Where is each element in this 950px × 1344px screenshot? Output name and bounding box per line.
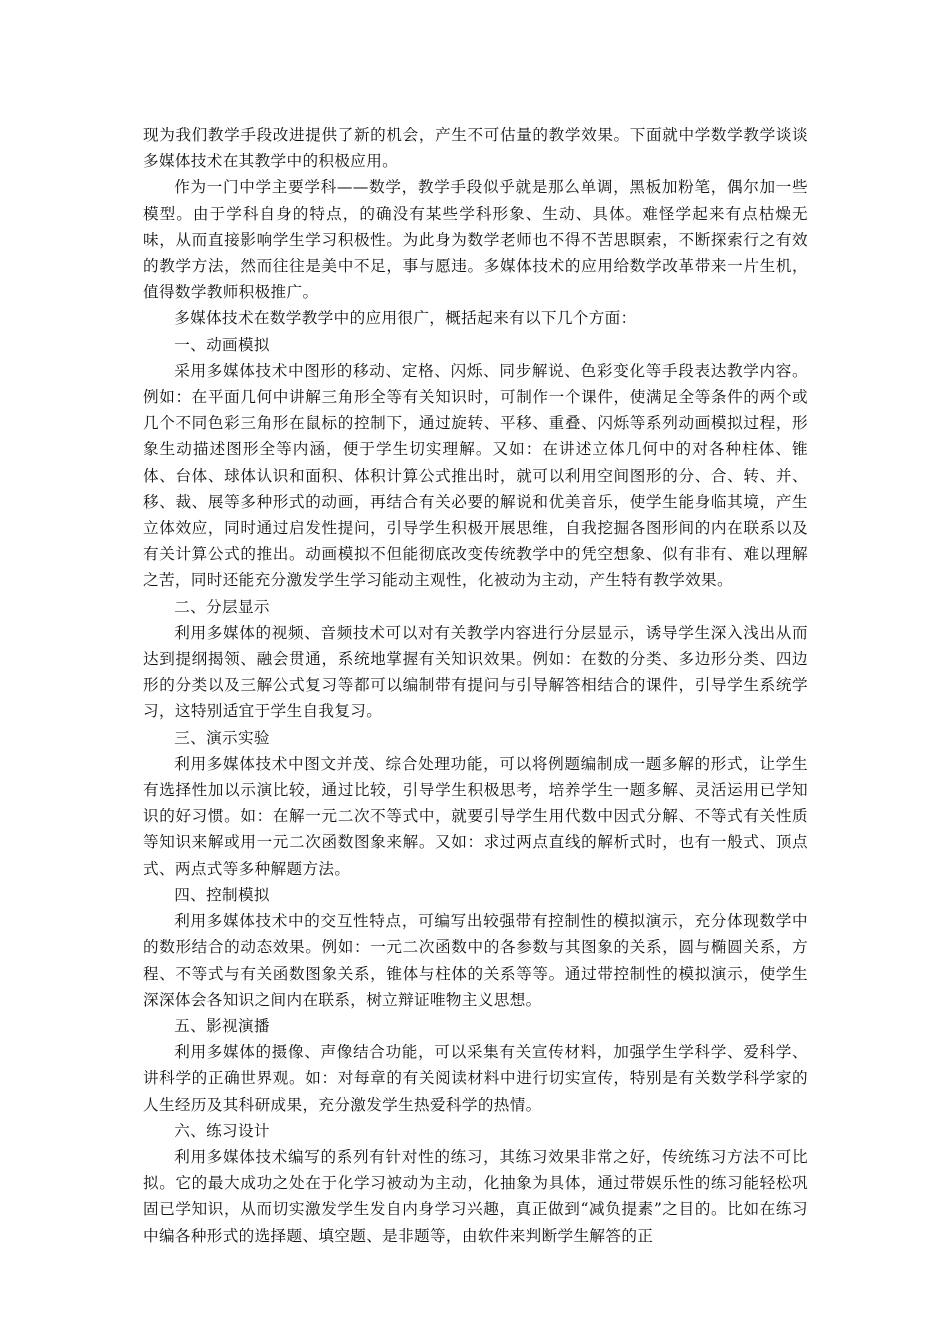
paragraph-animation: 采用多媒体技术中图形的移动、定格、闪烁、同步解说、色彩变化等手段表达教学内容。例如：在平面几何中讲解三角形全等有关知识时，可制作一个课件，使满足全等条件的两个或几个不同色彩三角形在鼠标的控制下，通过旋转、平移、重叠、闪烁等系列动画模拟过程，形象生动描述图形全等内涵，便于学生切实理解。又如：在讲述立体几何中的对各种柱体、锥体、台体、球体认识和面积、体积计算公式推出时，就可以利用空间图形的分、合、转、并、移、裁、展等多种形式的动画，再结合有关必要的解说和优美音乐，使学生能身临其境，产生立体效应，同时通过启发性提问，引导学生积极开展思维，自我挖掘各图形间的内在联系以及有关计算公式的推出。动画模拟不但能彻底改变传统教学中的凭空想象、似有非有、难以理解之苦，同时还能充分激发学生学习能动主观性，化被动为主动，产生特有教学效果。 <box>143 361 808 590</box>
paragraph-layered-display: 利用多媒体的视频、音频技术可以对有关教学内容进行分层显示，诱导学生深入浅出从而达到提纲揭领、融会贯通，系统地掌握有关知识效果。例如：在数的分类、多边形分类、四边形的分类以及三解公式复习等都可以编制带有提问与引导解答相结合的课件，引导学生系统学习，这特别适宜于学生自我复习。 <box>143 623 808 721</box>
section-heading-animation: 一、动画模拟 <box>174 335 270 354</box>
paragraph-demonstration: 利用多媒体技术中图文并茂、综合处理功能，可以将例题编制成一题多解的形式，让学生有选择性加以示演比较，通过比较，引导学生积极思考，培养学生一题多解、灵活运用已学知识的好习惯。如：在解一元二次不等式中，就要引导学生用代数中因式分解、不等式有关性质等知识来解或用一元二次函数图象来解。又如：求过两点直线的解析式时，也有一般式、顶点式、两点式等多种解题方法。 <box>143 754 808 878</box>
paragraph-overview: 多媒体技术在数学教学中的应用很广，概括起来有以下几个方面： <box>174 309 637 328</box>
paragraph-control-simulation: 利用多媒体技术中的交互性特点，可编写出较强带有控制性的模拟演示，充分体现数学中的数形结合的动态效果。例如：一元二次函数中的各参数与其图象的关系，圆与椭圆关系，方程、不等式与有关函数图象关系，锥体与柱体的关系等等。通过带控制性的模拟演示，使学生深深体会各知识之间内在联系，树立辩证唯物主义思想。 <box>143 912 808 1009</box>
section-heading-video-broadcast: 五、影视演播 <box>174 1016 270 1035</box>
document-body <box>143 122 808 1249</box>
paragraph-video-broadcast: 利用多媒体的摄像、声像结合功能，可以采集有关宣传材料，加强学生学科学、爱科学、讲科学的正确世界观。如：对每章的有关阅读材料中进行切实宣传，特别是有关数学科学家的人生经历及其科研成果，充分激发学生热爱科学的热情。 <box>143 1043 808 1114</box>
paragraph-intro: 现为我们教学手段改进提供了新的机会，产生不可估量的教学效果。下面就中学数学教学谈谈多媒体技术在其教学中的积极应用。 <box>143 126 808 171</box>
section-heading-demonstration: 三、演示实验 <box>174 728 270 747</box>
section-heading-exercise-design: 六、练习设计 <box>174 1121 270 1140</box>
paragraph-math-subject: 作为一门中学主要学科——数学，教学手段似乎就是那么单调，黑板加粉笔，偶尔加一些模型。由于学科自身的特点，的确没有某些学科形象、生动、具体。难怪学起来有点枯燥无味，从而直接影响学生学习积极性。为此身为数学老师也不得不苦思瞑索，不断探索行之有效的教学方法，然而往往是美中不足，事与愿违。多媒体技术的应用给数学改革带来一片生机，值得数学教师积极推广。 <box>143 178 808 302</box>
paragraph-exercise-design: 利用多媒体技术编写的系列有针对性的练习，其练习效果非常之好，传统练习方法不可比拟。它的最大成功之处在于化学习被动为主动，化抽象为具体，通过带娱乐性的练习能轻松巩固已学知识，从而切实激发学生发自内身学习兴趣，真正做到“减负提素”之目的。比如在练习中编各种形式的选择题、填空题、是非题等，由软件来判断学生解答的正 <box>143 1147 808 1245</box>
section-heading-layered-display: 二、分层显示 <box>174 597 270 616</box>
section-heading-control-simulation: 四、控制模拟 <box>174 885 270 904</box>
